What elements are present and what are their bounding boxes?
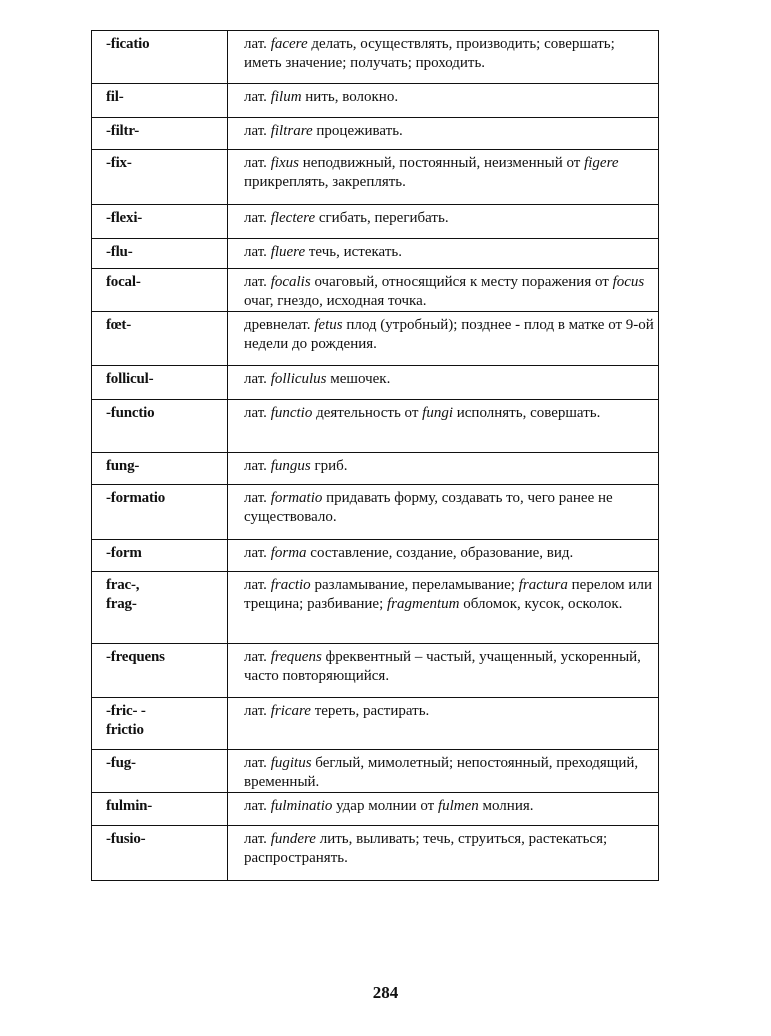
definition-latin-word: fricare (270, 703, 311, 719)
dictionary-table-body (92, 31, 659, 881)
entry-term (92, 239, 228, 269)
definition-text: деятельность от (312, 405, 423, 421)
definition-text: обломок, кусок, осколок. (459, 596, 623, 612)
entry-term-line: frac-, (106, 577, 140, 593)
definition-text: течь, истекать. (305, 244, 402, 260)
definition-text: плод (утробный); позднее - плод в матке от 9-ой недели до рождения. (244, 317, 654, 352)
entry-term-line: -fric- - (106, 703, 146, 719)
entry-definition (228, 150, 659, 205)
entry-definition (228, 644, 659, 698)
definition-latin-word: focus (612, 274, 645, 290)
definition-latin-word: fixus (270, 155, 300, 171)
definition-latin-word: fundere (270, 831, 316, 847)
definition-text: очаговый, относящийся к месту поражения от (310, 274, 613, 290)
entry-term-line: fung- (106, 458, 140, 474)
entry-definition (228, 400, 659, 453)
page-number: 284 (372, 983, 399, 1002)
definition-text: лат. (244, 831, 271, 847)
definition-text: лат. (244, 210, 271, 226)
definition-latin-word: fugitus (270, 755, 312, 771)
entry-term (92, 453, 228, 485)
definition-text: лат. (244, 123, 271, 139)
definition-text: неподвижный, постоянный, неизменный от (299, 155, 585, 171)
definition-text: лат. (244, 490, 271, 506)
entry-definition (228, 312, 659, 366)
entry-term-line: fulmin- (106, 798, 153, 814)
table-row (92, 205, 659, 239)
definition-text: беглый, мимолетный; непостоянный, преходящий, временный. (244, 755, 639, 790)
table-row (92, 312, 659, 366)
definition-text: молния. (478, 798, 534, 814)
entry-term-line: -fug- (106, 755, 136, 771)
definition-text: лат. (244, 649, 271, 665)
entry-term-line: -fusio- (106, 831, 146, 847)
definition-text: лат. (244, 755, 271, 771)
definition-text: лат. (244, 371, 271, 387)
table-row (92, 750, 659, 793)
definition-latin-word: flectere (270, 210, 316, 226)
table-row (92, 269, 659, 312)
table-row (92, 793, 659, 826)
table-row (92, 84, 659, 118)
entry-term (92, 31, 228, 84)
entry-definition (228, 269, 659, 312)
definition-latin-word: filum (270, 89, 302, 105)
definition-text: исполнять, совершать. (453, 405, 601, 421)
table-row (92, 572, 659, 644)
entry-term-line: -filtr- (106, 123, 140, 139)
entry-term (92, 793, 228, 826)
entry-term (92, 698, 228, 750)
definition-latin-word: frequens (270, 649, 322, 665)
table-row (92, 118, 659, 150)
definition-latin-word: formatio (270, 490, 323, 506)
definition-latin-word: fungi (422, 405, 453, 421)
definition-latin-word: fetus (314, 317, 343, 333)
definition-latin-word: filtrare (270, 123, 313, 139)
entry-term-line: fœt- (106, 317, 132, 333)
entry-definition (228, 485, 659, 540)
entry-definition (228, 366, 659, 400)
table-row (92, 644, 659, 698)
entry-term (92, 572, 228, 644)
entry-term-line: -flexi- (106, 210, 143, 226)
entry-term (92, 400, 228, 453)
table-row (92, 366, 659, 400)
table-row (92, 239, 659, 269)
definition-latin-word: fungus (270, 458, 311, 474)
definition-text: сгибать, перегибать. (315, 210, 449, 226)
entry-definition (228, 750, 659, 793)
entry-definition (228, 84, 659, 118)
table-row (92, 453, 659, 485)
definition-latin-word: fulminatio (270, 798, 333, 814)
definition-latin-word: folliculus (270, 371, 327, 387)
definition-latin-word: fractio (270, 577, 311, 593)
entry-term-line: -flu- (106, 244, 133, 260)
definition-text: лат. (244, 36, 271, 52)
definition-text: очаг, гнездо, исходная точка. (244, 293, 427, 309)
entry-term (92, 118, 228, 150)
entry-term (92, 150, 228, 205)
definition-text: перелом или трещина; разбивание; (244, 577, 652, 612)
entry-definition (228, 698, 659, 750)
entry-term (92, 366, 228, 400)
entry-definition (228, 239, 659, 269)
entry-definition (228, 31, 659, 84)
definition-text: лат. (244, 89, 271, 105)
entry-definition (228, 572, 659, 644)
definition-text: лат. (244, 703, 271, 719)
table-row (92, 540, 659, 572)
entry-term (92, 750, 228, 793)
table-row (92, 698, 659, 750)
definition-text: лат. (244, 577, 271, 593)
definition-text: прикреплять, закреплять. (244, 174, 406, 190)
entry-term-line: follicul- (106, 371, 154, 387)
definition-text: лат. (244, 798, 271, 814)
entry-term (92, 485, 228, 540)
entry-term (92, 205, 228, 239)
definition-latin-word: figere (584, 155, 619, 171)
dictionary-table (91, 30, 659, 881)
definition-text: фреквентный – частый, учащенный, ускоренный, часто повторяющийся. (244, 649, 641, 684)
entry-term-line: fil- (106, 89, 124, 105)
definition-latin-word: forma (270, 545, 307, 561)
definition-text: лат. (244, 405, 271, 421)
definition-latin-word: functio (270, 405, 313, 421)
definition-text: гриб. (310, 458, 348, 474)
definition-latin-word: facere (270, 36, 308, 52)
table-row (92, 826, 659, 881)
entry-definition (228, 453, 659, 485)
entry-term (92, 540, 228, 572)
entry-term (92, 826, 228, 881)
entry-definition (228, 540, 659, 572)
definition-text: лат. (244, 545, 271, 561)
definition-text: лить, выливать; течь, струиться, растекаться; распространять. (244, 831, 608, 866)
definition-text: процеживать. (312, 123, 403, 139)
entry-term (92, 644, 228, 698)
definition-text: лат. (244, 155, 271, 171)
table-row (92, 150, 659, 205)
definition-text: удар молнии от (332, 798, 438, 814)
entry-term (92, 84, 228, 118)
definition-latin-word: focalis (270, 274, 311, 290)
definition-latin-word: fractura (518, 577, 568, 593)
entry-term-line: -functio (106, 405, 155, 421)
entry-term (92, 269, 228, 312)
definition-latin-word: fragmentum (387, 596, 460, 612)
table-row (92, 31, 659, 84)
entry-term-line: -frequens (106, 649, 165, 665)
entry-term-line: -fix- (106, 155, 132, 171)
entry-definition (228, 205, 659, 239)
definition-latin-word: fulmen (437, 798, 479, 814)
entry-term-line: -ficatio (106, 36, 150, 52)
definition-latin-word: fluere (270, 244, 306, 260)
entry-term-line: -form (106, 545, 142, 561)
entry-definition (228, 793, 659, 826)
definition-text: тереть, растирать. (310, 703, 430, 719)
table-row (92, 400, 659, 453)
entry-term-line: -formatio (106, 490, 166, 506)
entry-term-line: frictio (106, 722, 144, 738)
entry-term (92, 312, 228, 366)
entry-term-line: frag- (106, 596, 137, 612)
entry-term-line: focal- (106, 274, 141, 290)
definition-text: нить, волокно. (301, 89, 399, 105)
definition-text: лат. (244, 274, 271, 290)
entry-definition (228, 118, 659, 150)
definition-text: древнелат. (244, 317, 315, 333)
table-row (92, 485, 659, 540)
definition-text: лат. (244, 244, 271, 260)
definition-text: мешочек. (326, 371, 391, 387)
definition-text: разламывание, переламывание; (310, 577, 519, 593)
definition-text: придавать форму, создавать то, чего ранее не существовало. (244, 490, 613, 525)
definition-text: лат. (244, 458, 271, 474)
definition-text: делать, осуществлять, производить; совершать; иметь значение; получать; проходить. (244, 36, 615, 71)
definition-text: составление, создание, образование, вид. (306, 545, 574, 561)
entry-definition (228, 826, 659, 881)
